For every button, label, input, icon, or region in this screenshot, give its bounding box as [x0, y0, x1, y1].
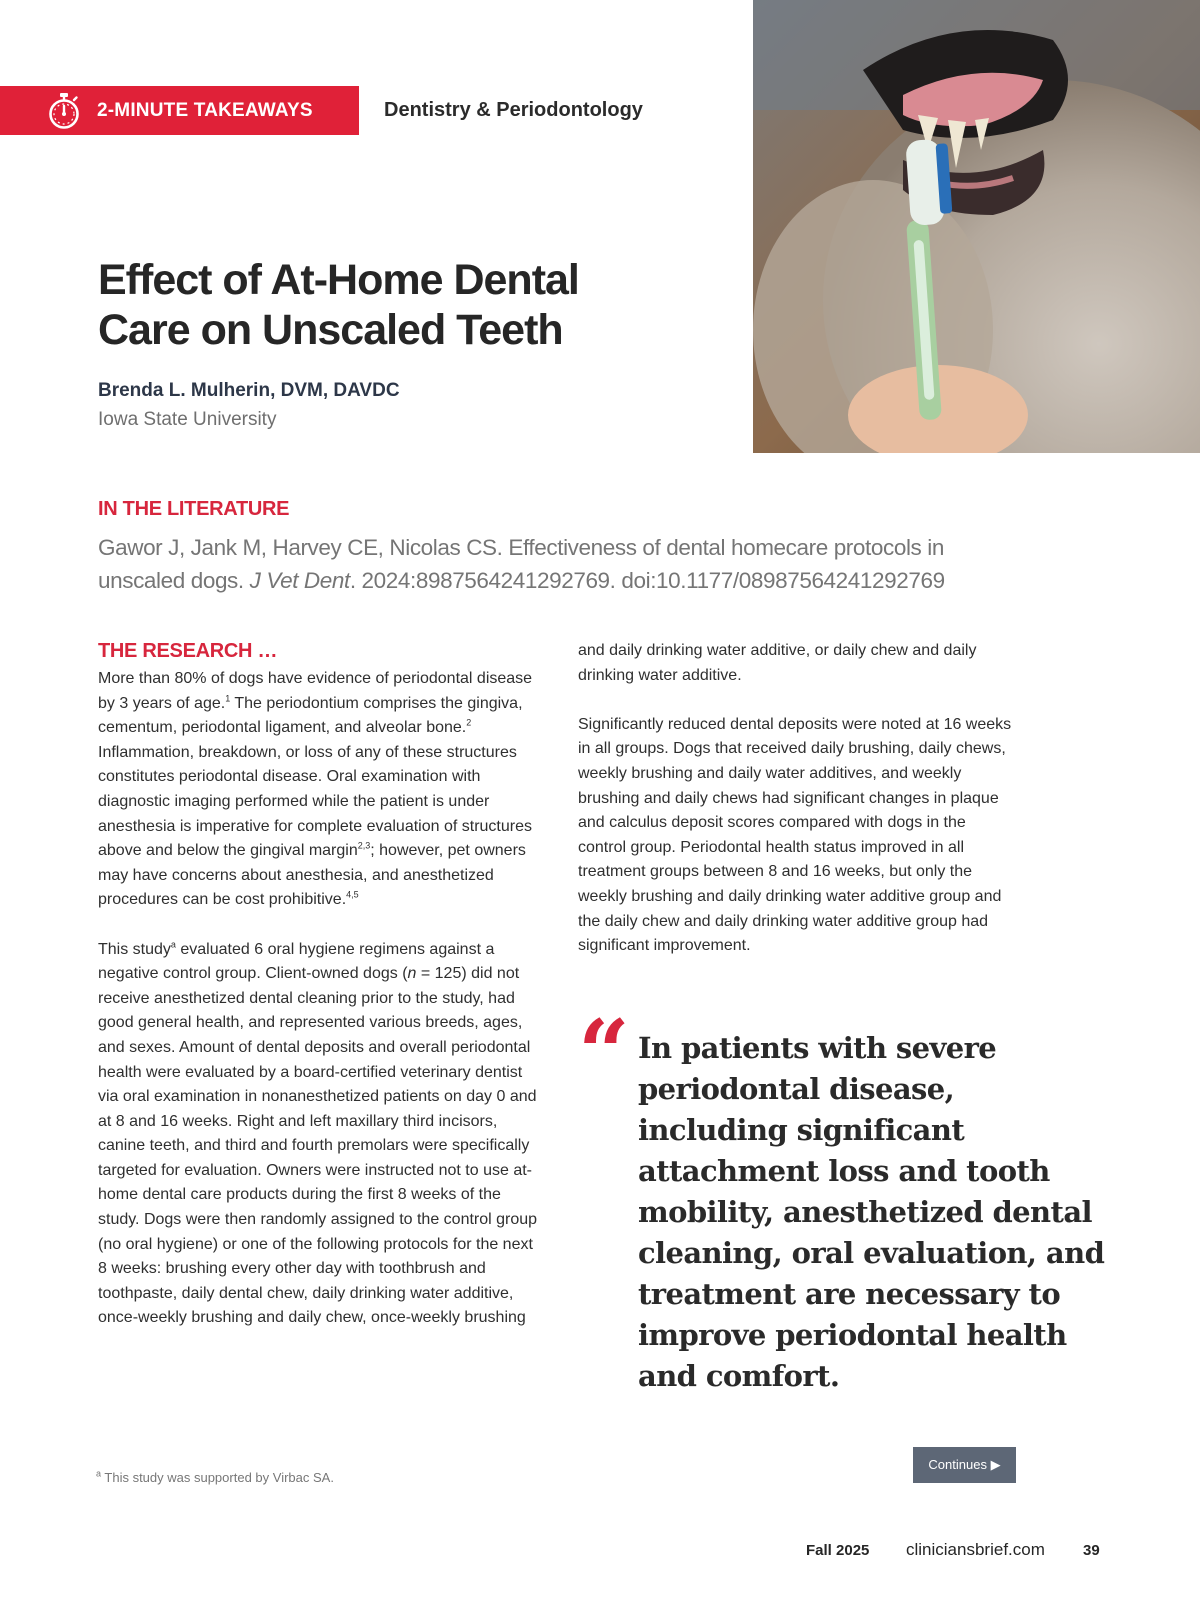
- literature-citation: [98, 531, 978, 597]
- dog-toothbrush-photo: [753, 0, 1200, 453]
- takeaway-label: 2-MINUTE TAKEAWAYS: [97, 99, 313, 121]
- continues-button[interactable]: Continues ▶: [913, 1447, 1016, 1483]
- journal-name: J Vet Dent: [249, 568, 350, 593]
- body-column-right: [578, 639, 1018, 959]
- reference-marker: 4,5: [346, 890, 359, 901]
- pull-quote: In patients with severe periodontal disease, including significant attachment loss and tooth mobility, anesthetized dental cleaning, oral evaluation, and treatment are necessary to improve periodontal health and comfort.: [638, 1031, 1105, 1393]
- quote-mark-icon: “: [578, 1000, 630, 1106]
- literature-heading: IN THE LITERATURE: [98, 498, 290, 520]
- article-title: Effect of At-Home Dental Care on Unscaled Teeth: [98, 256, 579, 354]
- research-heading: THE RESEARCH …: [98, 640, 278, 662]
- citation-doi: . 2024:8987564241292769. doi:10.1177/08987564241292769: [349, 568, 945, 593]
- footnote-marker: a: [170, 939, 176, 950]
- reference-marker: 1: [225, 693, 231, 704]
- page-number: 39: [1083, 1542, 1100, 1559]
- footer-issue: Fall 2025: [806, 1542, 870, 1559]
- paragraph-continued: and daily drinking water additive, or daily chew and daily drinking water additive.: [578, 642, 977, 684]
- footer-website: cliniciansbrief.com: [906, 1540, 1045, 1559]
- reference-marker: 2: [466, 717, 472, 728]
- footnote: $^a$ This study was supported by Virbac SA.: [96, 1468, 334, 1485]
- footnote-marker: a: [96, 1468, 102, 1479]
- paragraph: More than 80% of dogs have evidence of periodontal disease by 3 years of age.$^1$ The periodontium comprises the gingiva, cementum, periodontal ligament, and alveolar bone.$^2$ Inflammation, breakdown, or loss of any of these structures constitutes periodontal disease. Oral examination with diagnostic imaging performed while the patient is under anesthesia is imperative for complete evaluation of structures above and below the gingival margin$^{2,3}$; however, pet owners may have concerns about anesthesia, and anesthetized procedures can be cost prohibitive.$^{4,5}$: [98, 670, 533, 909]
- paragraph: Significantly reduced dental deposits were noted at 16 weeks in all groups. Dogs that received daily brushing, daily chews, weekly brushing and daily water additives, and weekly brushing and daily chews had significant changes in plaque and calculus deposit scores compared with dogs in the control group. Periodontal health status improved in all treatment groups between 8 and 16 weeks, but only the weekly brushing and daily drinking water additive group and the daily chew and daily drinking water additive group had significant improvement.: [578, 715, 1012, 955]
- author-name: Brenda L. Mulherin, DVM, DAVDC: [98, 380, 400, 401]
- reference-marker: 2,3: [357, 840, 371, 851]
- author-affiliation: Iowa State University: [98, 409, 277, 430]
- paragraph: This study$^a$ evaluated 6 oral hygiene regimens against a negative control group. Client-owned dogs (n = 125) did not receive anesthetized dental cleaning prior to the study, had good general health, and represented various breeds, ages, and sexes. Amount of dental deposits and overall periodontal health were evaluated by a board-certified veterinary dentist via oral examination in nonanesthetized patients on day 0 and at 8 and 16 weeks. Right and left maxillary third incisors, canine teeth, and third and fourth premolars were specifically targeted for evaluation. Owners were instructed not to use at-home dental care products during the first 8 weeks of the study. Dogs were then randomly assigned to the control group (no oral hygiene) or one of the following protocols for the next 8 weeks: brushing every other day with toothbrush and toothpaste, daily dental chew, daily drinking water additive, once-weekly brushing and daily chew, once-weekly brushing: [98, 939, 538, 1327]
- body-column-left: [98, 667, 538, 1331]
- category-label: Dentistry & Periodontology: [384, 99, 643, 121]
- citation-text: Gawor J, Jank M, Harvey CE, Nicolas CS. Effectiveness of dental homecare protocols in unscaled dogs.: [98, 535, 944, 593]
- takeaway-band: [0, 86, 359, 135]
- stopwatch-icon: [47, 92, 81, 130]
